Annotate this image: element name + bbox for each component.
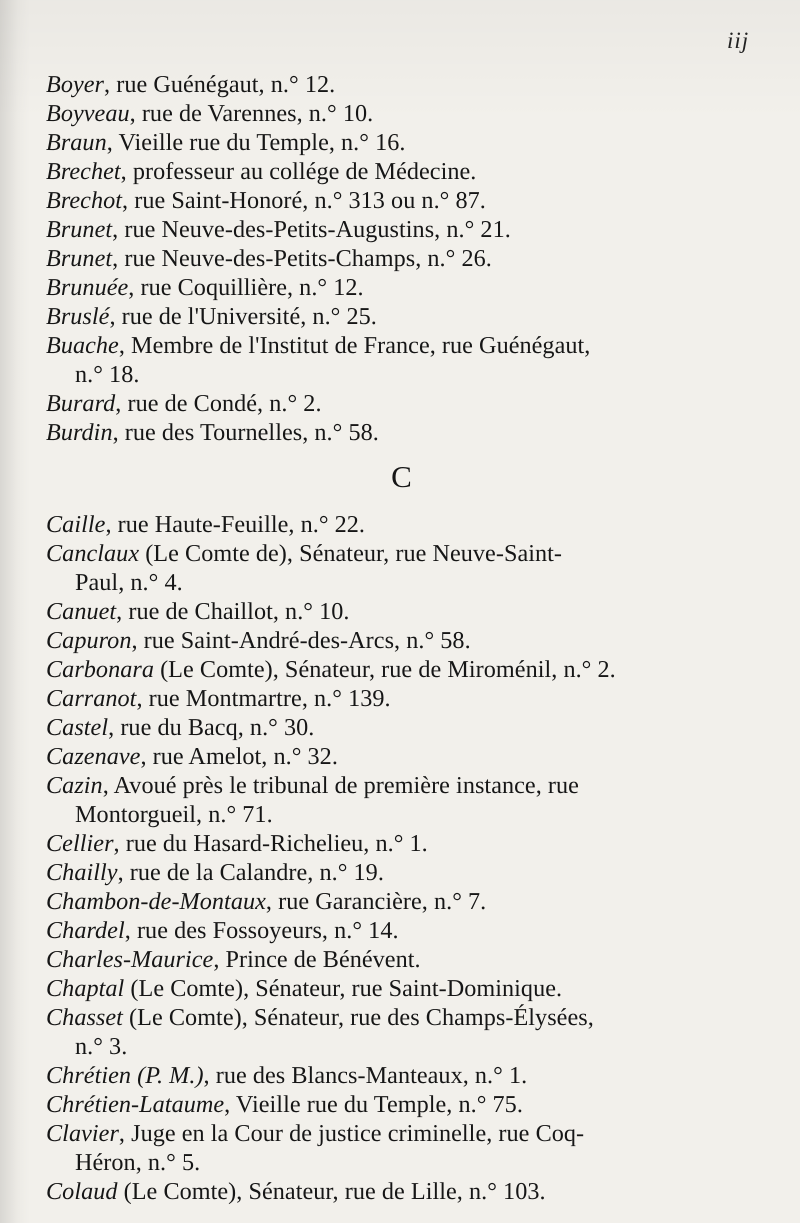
entry-text: (Le Comte), Sénateur, rue de Lille, n.° 103. — [117, 1178, 546, 1205]
directory-entry — [46, 418, 758, 447]
entry-line — [46, 1090, 758, 1119]
entry-surname: Chambon-de-Montaux — [46, 888, 266, 915]
entry-continuation: Paul, n.° 4. — [75, 569, 183, 596]
entry-text: , rue des Fossoyeurs, n.° 14. — [124, 917, 399, 944]
entry-text: , Prince de Bénévent. — [213, 946, 421, 973]
entry-line — [46, 510, 758, 539]
entry-text: , rue Coquillière, n.° 12. — [128, 274, 364, 301]
entry-surname: Cazenave — [46, 743, 141, 770]
directory-entry — [46, 858, 758, 887]
entry-line — [46, 684, 758, 713]
entry-surname: Braun — [46, 129, 107, 156]
entry-text: (Le Comte de), Sénateur, rue Neuve-Saint- — [139, 540, 563, 567]
entry-text: (Le Comte), Sénateur, rue des Champs-Élysées, — [122, 1004, 594, 1031]
entry-text: , rue de Condé, n.° 2. — [115, 390, 322, 417]
entry-text: , rue Neuve-des-Petits-Augustins, n.° 21. — [112, 216, 511, 243]
entry-continuation: Montorgueil, n.° 71. — [75, 801, 273, 828]
entry-line — [46, 945, 758, 974]
entry-line — [46, 713, 758, 742]
entry-text: , rue de Chaillot, n.° 10. — [116, 598, 350, 625]
entry-surname: Brechot — [46, 187, 123, 214]
directory-entry — [46, 157, 758, 186]
entry-text: (Le Comte), Sénateur, rue Saint-Dominique. — [124, 975, 563, 1002]
entry-text: , rue Neuve-des-Petits-Champs, n.° 26. — [112, 245, 492, 272]
entry-text: , rue Saint-André-des-Arcs, n.° 58. — [131, 627, 471, 654]
entry-line — [46, 858, 758, 887]
entry-text: , Vieille rue du Temple, n.° 75. — [224, 1091, 523, 1118]
directory-entry — [46, 331, 758, 389]
entry-line — [46, 418, 758, 447]
entry-surname: Burdin — [46, 419, 113, 446]
directory-entry — [46, 389, 758, 418]
entry-line — [46, 974, 758, 1003]
entry-surname: Chailly — [46, 859, 118, 886]
entry-surname: Colaud — [46, 1178, 118, 1205]
entry-text: , rue du Bacq, n.° 30. — [108, 714, 315, 741]
directory-entry — [46, 597, 758, 626]
entry-surname: Chardel — [46, 917, 125, 944]
entry-surname: Burard — [46, 390, 116, 417]
directory-entry — [46, 684, 758, 713]
entry-surname: Canclaux — [46, 540, 140, 567]
directory-entry — [46, 1119, 758, 1177]
page-number: iij — [727, 28, 750, 53]
directory-entry — [46, 974, 758, 1003]
directory-entry — [46, 1090, 758, 1119]
entry-text: , Avoué près le tribunal de première instance, rue — [102, 772, 579, 799]
entry-surname: Cazin — [46, 772, 103, 799]
entry-text: , rue de Varennes, n.° 10. — [129, 100, 374, 127]
page-shadow — [0, 0, 30, 1223]
directory-entry — [46, 1061, 758, 1090]
entry-text: , rue du Hasard-Richelieu, n.° 1. — [113, 830, 428, 857]
entry-surname: Caille — [46, 511, 106, 538]
entry-text: , rue des Tournelles, n.° 58. — [112, 419, 379, 446]
entry-line — [46, 331, 758, 360]
entry-continuation: n.° 18. — [75, 361, 140, 388]
entry-surname: Buache — [46, 332, 119, 359]
section-heading-c: C — [391, 459, 413, 494]
entry-line — [46, 626, 758, 655]
entry-text: , rue Garancière, n.° 7. — [265, 888, 487, 915]
directory-entry — [46, 244, 758, 273]
entry-line — [46, 302, 758, 331]
entry-surname: Charles-Maurice — [46, 946, 214, 973]
directory-entry — [46, 186, 758, 215]
directory-entry — [46, 916, 758, 945]
directory-entry — [46, 626, 758, 655]
entry-line — [46, 128, 758, 157]
directory-entry — [46, 273, 758, 302]
entry-line — [46, 273, 758, 302]
entry-text: , rue Haute-Feuille, n.° 22. — [105, 511, 366, 538]
entry-line — [46, 1061, 758, 1090]
entry-text: (Le Comte), Sénateur, rue de Miroménil, n.° 2. — [153, 656, 616, 683]
entry-line — [46, 157, 758, 186]
directory-entry — [46, 742, 758, 771]
entry-surname: Clavier — [46, 1120, 119, 1147]
entry-text: , rue Montmartre, n.° 139. — [136, 685, 391, 712]
entry-line — [46, 244, 758, 273]
directory-entry — [46, 302, 758, 331]
entry-surname: Chaptal — [46, 975, 125, 1002]
entry-text: , rue de la Calandre, n.° 19. — [117, 859, 384, 886]
entry-text: , Vieille rue du Temple, n.° 16. — [106, 129, 406, 156]
entry-text: , Membre de l'Institut de France, rue Guénégaut, — [118, 332, 591, 359]
entry-text: , professeur au collége de Médecine. — [120, 158, 477, 185]
entry-line — [46, 99, 758, 128]
entry-line — [46, 829, 758, 858]
directory-entry — [46, 1003, 758, 1061]
directory-entry — [46, 771, 758, 829]
entry-text: , rue des Blancs-Manteaux, n.° 1. — [203, 1062, 528, 1089]
entry-continuation: Héron, n.° 5. — [75, 1149, 201, 1176]
entry-surname: Brunet — [46, 245, 113, 272]
directory-entry — [46, 1177, 758, 1206]
entry-text: , rue Saint-Honoré, n.° 313 ou n.° 87. — [122, 187, 486, 214]
entry-surname: Chasset — [46, 1004, 123, 1031]
entry-surname: Boyer — [46, 71, 105, 98]
entry-surname: Bruslé — [46, 303, 110, 330]
entry-line — [46, 597, 758, 626]
entry-surname: Capuron — [46, 627, 132, 654]
entry-line — [46, 389, 758, 418]
directory-entry — [46, 539, 758, 597]
entry-line — [46, 186, 758, 215]
entry-surname: Carbonara — [46, 656, 154, 683]
entry-line — [46, 916, 758, 945]
directory-entry — [46, 99, 758, 128]
entry-surname: Brechet — [46, 158, 121, 185]
entry-text: , Juge en la Cour de justice criminelle, rue Coq- — [118, 1120, 585, 1147]
entry-surname: Cellier — [46, 830, 114, 857]
entry-surname: Canuet — [46, 598, 117, 625]
directory-entry — [46, 510, 758, 539]
directory-entry — [46, 128, 758, 157]
directory-entry — [46, 655, 758, 684]
entry-text: , rue Guénégaut, n.° 12. — [104, 71, 336, 98]
entry-surname: Chrétien (P. M.) — [46, 1062, 204, 1089]
entry-line — [46, 771, 758, 800]
entry-text: , rue Amelot, n.° 32. — [140, 743, 338, 770]
entry-surname: Carranot — [46, 685, 137, 712]
directory-entry — [46, 70, 758, 99]
entries-after-c — [46, 510, 758, 1206]
entry-line — [46, 742, 758, 771]
directory-entry — [46, 713, 758, 742]
entry-surname: Chrétien-Lataume — [46, 1091, 225, 1118]
directory-entry — [46, 215, 758, 244]
entry-line — [46, 1177, 758, 1206]
entry-line — [46, 70, 758, 99]
entry-text: , rue de l'Université, n.° 25. — [109, 303, 377, 330]
directory-entry — [46, 945, 758, 974]
entries-before-c — [46, 70, 758, 447]
entry-surname: Boyveau — [46, 100, 130, 127]
entry-line — [46, 655, 758, 684]
entry-surname: Brunuée — [46, 274, 129, 301]
directory-entry — [46, 887, 758, 916]
entry-line — [46, 1003, 758, 1032]
entry-surname: Castel — [46, 714, 109, 741]
entry-surname: Brunet — [46, 216, 113, 243]
entry-line — [46, 539, 758, 568]
directory-entry — [46, 829, 758, 858]
entry-line — [46, 887, 758, 916]
entry-line — [46, 215, 758, 244]
entry-line — [46, 1119, 758, 1148]
entry-continuation: n.° 3. — [75, 1033, 128, 1060]
